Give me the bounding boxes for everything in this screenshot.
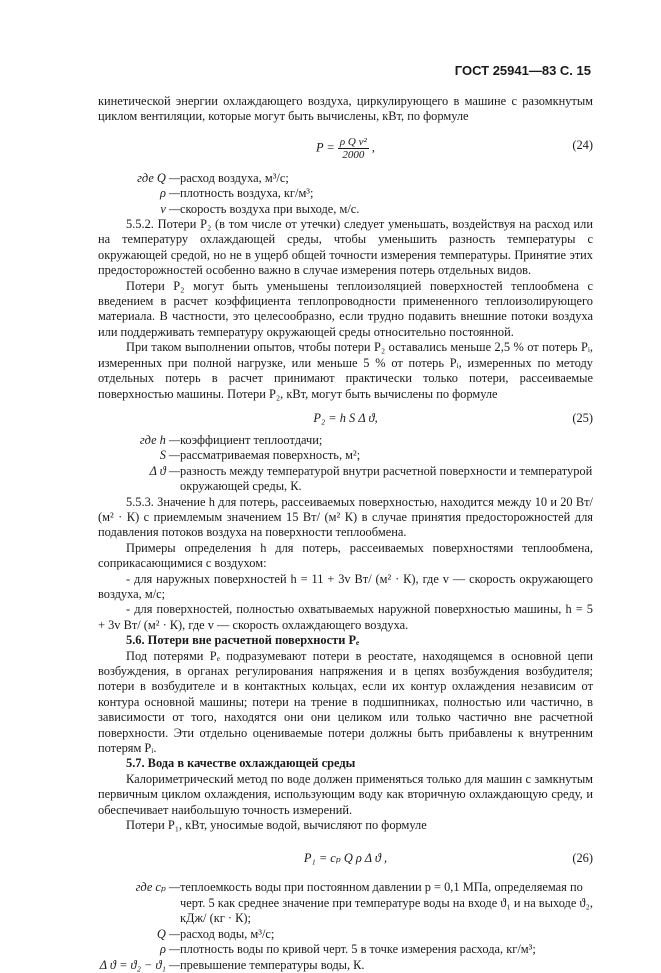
formula-24	[98, 130, 593, 166]
paragraph-5-5-2-c: При таком выполнении опытов, чтобы потери P₂ оставались меньше 2,5 % от потерь Pᵢ, измеренных при полной нагрузке, или меньше 5 % от потерь Pᵢ, измеренных по методу отдельных потерь в расчет принимают практически только потери, рассеиваемые поверхностью машины. Потери P₂, кВт, могут быть вычислены по формуле	[98, 340, 593, 401]
formula-25-expression: P₂ = h S Δ ϑ,	[313, 410, 378, 425]
formula-25	[98, 407, 593, 433]
definition-item: Δ ϑ = ϑ₂ − ϑ₁ — превышение температуры воды, К.	[99, 957, 365, 972]
where-list-24	[98, 171, 593, 217]
definition-item: S — рассматриваемая поверхность, м²;	[159, 448, 361, 463]
section-heading-5-6: 5.6. Потери вне расчетной поверхности Pₑ	[126, 633, 360, 648]
formula-24-numerator: ρ Q v²	[339, 135, 367, 148]
paragraph-5-5-3-d: - для поверхностей, полностью охватываемых наружной поверхностью машины, h = 5 + 3v Вт/ (м² · К), где v — скорость охлаждающего воздуха.	[98, 602, 593, 632]
document-body	[98, 94, 593, 973]
page-header: ГОСТ 25941—83 С. 15	[454, 63, 591, 78]
paragraph-5-6: Под потерями Pₑ подразумевают потери в реостате, находящемся в основной цепи возбуждения, в органах регулирования напряжения и в цепях возбуждения возбудителя; потери в возбудителе и в контактных кольцах, если их контур охлаждения независим от контура основной машины; потери на трение в подшипниках, полностью или частично, в зависимости от того, находятся они они целиком или только частично вне расчетной поверхности. Эти отдельно оцениваемые потери должны быть прибавлены к внутренним потерям Pᵢ.	[98, 648, 593, 756]
section-heading-5-7: 5.7. Вода в качестве охлаждающей среды	[126, 756, 356, 771]
paragraph-5-5-3-c: - для наружных поверхностей h = 11 + 3v Вт/ (м² · К), где v — скорость окружающего воздуха, м/с;	[98, 571, 593, 601]
definition-item: где h — коэффициент теплоотдачи;	[139, 432, 323, 447]
where-list-25	[98, 433, 593, 495]
definition-item: где cₚ — теплоемкость воды при постоянном давлении p = 0,1 МПа, определяемая по черт. 5 как среднее значение при температуре воды на входе ϑ₁ и на выходе ϑ₂, кДж/ (кг · К);	[135, 880, 593, 926]
formula-25-number: (25)	[572, 410, 593, 425]
paragraph-5-7: Калориметрический метод по воде должен применяться только для машин с замкнутым первичным циклом охлаждения, использующим воду как вторичную охлаждающую среду, и обеспечивает наибольшую точность измерений.	[98, 771, 593, 817]
formula-26	[98, 847, 593, 875]
definition-item: Δ ϑ — разность между температурой внутри расчетной поверхности и температурой окружающей среды, К.	[149, 463, 593, 494]
paragraph-5-5-2: 5.5.2. Потери P₂ (в том числе от утечки) следует уменьшать, воздействуя на расход или на температуру охлаждающей среды, чтобы уменьшить разность температуры с окружающей средой, но не в ущерб общей точности измерения температуры. Принятие этих предосторожностей особенно важно в случае измерения потерь отдельных видов.	[98, 217, 593, 278]
definition-item: ρ — плотность воды по кривой черт. 5 в точке измерения расхода, кг/м³;	[159, 942, 536, 957]
formula-24-fraction	[338, 136, 369, 161]
paragraph-intro: кинетической энергии охлаждающего воздуха, циркулирующего в машине с разомкнутым циклом вентиляции, которые могут быть вычислены, кВт, по формуле	[98, 94, 593, 124]
definition-item: Q — расход воды, м³/с;	[156, 926, 275, 941]
definition-item: где Q — расход воздуха, м³/с;	[137, 170, 289, 185]
definition-item: v — скорость воздуха при выходе, м/с.	[160, 201, 360, 216]
formula-26-number: (26)	[572, 851, 593, 866]
where-list-26	[98, 880, 593, 972]
formula-24-lhs: P =	[315, 140, 335, 155]
formula-24-tail: ,	[371, 140, 376, 155]
formula-26-expression: P₁ = cₚ Q ρ Δ ϑ ,	[303, 851, 388, 866]
paragraph-5-5-3-b: Примеры определения h для потерь, рассеиваемых поверхностями теплообмена, соприкасающимися с воздухом:	[98, 540, 593, 571]
paragraph-5-5-3: 5.5.3. Значение h для потерь, рассеиваемых поверхностью, находится между 10 и 20 Вт/ (м² · К) с приемлемым значением 15 Вт/ (м² К) в случае принятия предосторожностей для подавления потоков воздуха на поверхности теплообмена.	[98, 494, 593, 540]
formula-24-denominator: 2000	[342, 148, 365, 161]
paragraph-5-7-b: Потери P₁, кВт, уносимые водой, вычисляют по формуле	[126, 818, 427, 833]
definition-item: ρ — плотность воздуха, кг/м³;	[159, 186, 314, 201]
formula-24-number: (24)	[572, 137, 593, 152]
paragraph-5-5-2-b: Потери P₂ могут быть уменьшены теплоизоляцией поверхностей теплообмена с введением в расчет коэффициента теплопроводности примененного теплоизолирующего материала. В частности, это целесообразно, если трудно подавить внешние потоки воздуха или поддерживать температуру окружающей среды относительно постоянной.	[98, 278, 593, 339]
